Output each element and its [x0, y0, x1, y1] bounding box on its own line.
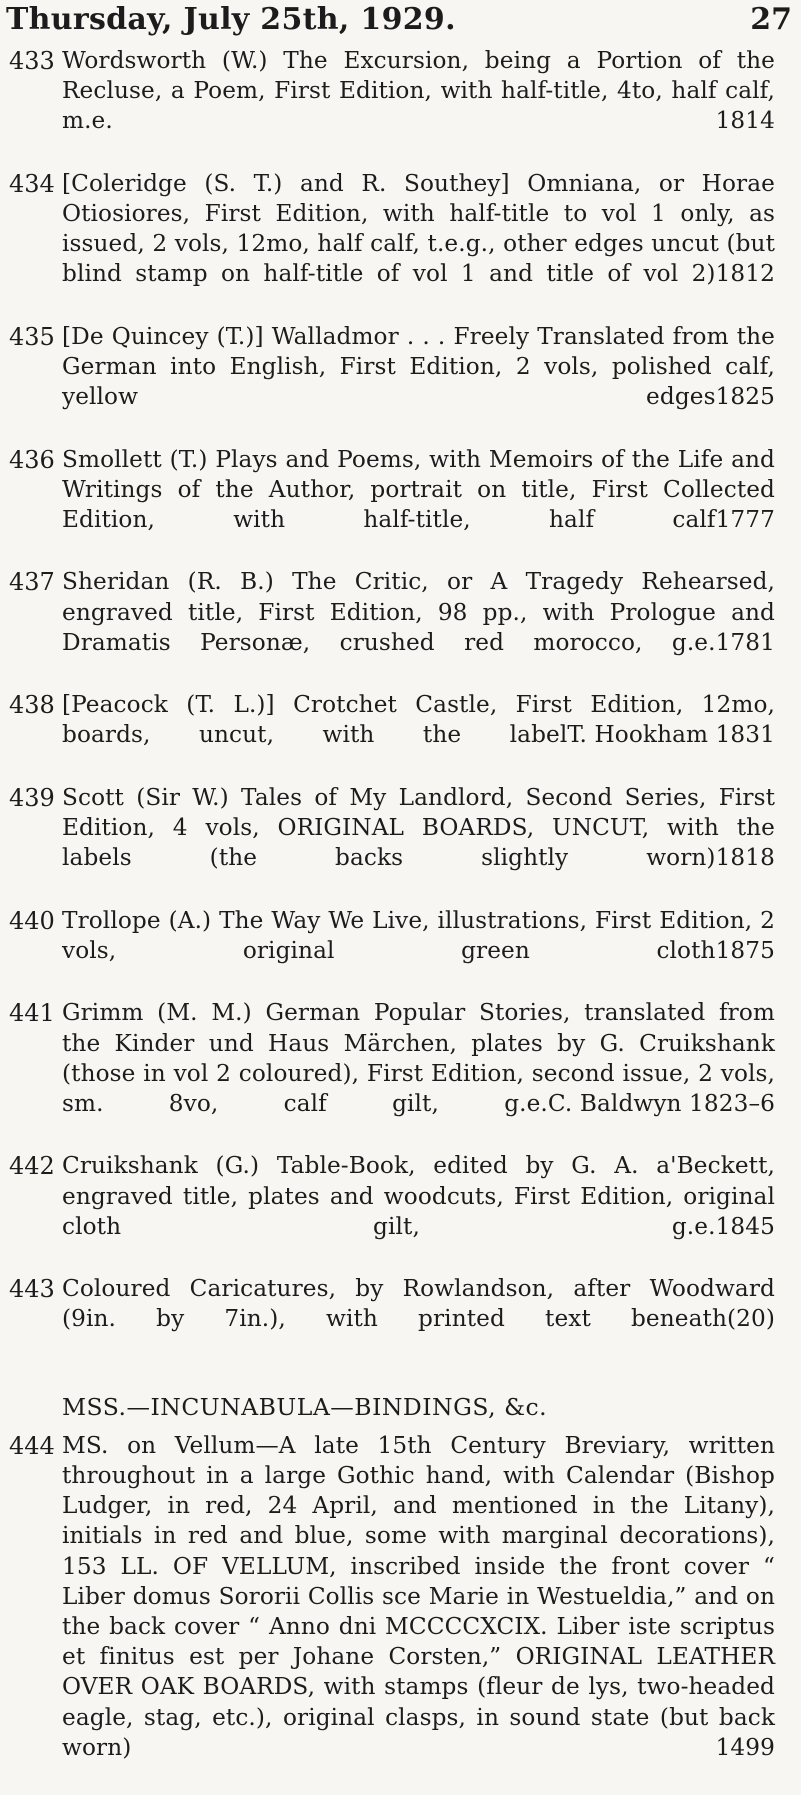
lot-number: 436 [9, 445, 55, 474]
lot-description [62, 906, 775, 997]
lot-description [62, 998, 775, 1149]
lot-date: (20) [727, 1305, 775, 1333]
lot-entry [0, 998, 801, 1149]
lot-number: 438 [9, 691, 55, 720]
lot-number: 440 [9, 906, 55, 935]
lot-text: MS. on Vellum—A late 15th Century Breviary, written throughout in a large Gothic hand, with Calendar (Bishop Ludger, in red, 24 April, and mentioned in the Litany), initials in red and blue, some with marginal decorations), 153 LL. OF VELLUM, inscribed inside the front cover “ Liber domus Sororii Collis sce Marie in Westueldia,” and on the back cover “ Anno dni MCCCCXCIX. Liber iste scriptus et finitus est per Johane Corsten,” ORIGINAL LEATHER OVER OAK BOARDS, with stamps (fleur de lys, two-headed eagle, stag, etc.), original clasps, in sound state (but back worn) [62, 1431, 775, 1761]
lot-description [62, 46, 775, 167]
lot-number: 442 [9, 1152, 55, 1181]
lot-entry [0, 1431, 801, 1793]
lot-date: C. Baldwyn 1823–6 [547, 1089, 775, 1117]
lot-entry [0, 46, 801, 167]
lot-number: 434 [9, 169, 55, 198]
page-header [6, 2, 792, 42]
lot-description [62, 322, 775, 443]
lot-number: 443 [9, 1275, 55, 1304]
lot-number: 444 [9, 1431, 55, 1460]
lot-date: 1825 [715, 383, 775, 411]
lot-text: Sheridan (R. B.) The Critic, or A Tragedy Rehearsed, engraved title, First Edition, 98 pp., with Prologue and Dramatis Personæ, crushed red morocco, g.e. [62, 568, 775, 656]
lot-entry [0, 1274, 801, 1365]
lot-date: 1499 [715, 1733, 775, 1761]
lot-number: 439 [9, 783, 55, 812]
lot-date: 1845 [715, 1212, 775, 1240]
lot-description [62, 445, 775, 566]
lot-text: Cruikshank (G.) Table-Book, edited by G. A. a'Beckett, engraved title, plates and woodcuts, First Edition, original cloth gilt, g.e. [62, 1152, 775, 1240]
lot-text: Smollett (T.) Plays and Poems, with Memoirs of the Life and Writings of the Author, portrait on title, First Collected Edition, with half-title, half calf [62, 445, 775, 534]
lot-entry [0, 445, 801, 566]
lot-text: Grimm (M. M.) German Popular Stories, translated from the Kinder und Haus Märchen, plates by G. Cruikshank (those in vol 2 coloured), First Edition, second issue, 2 vols, sm. 8vo, calf gilt, g.e. [62, 999, 775, 1117]
lot-description [62, 169, 775, 320]
lot-number: 433 [9, 47, 55, 75]
lot-entry [0, 906, 801, 997]
lot-list [0, 46, 801, 1795]
lot-text: Scott (Sir W.) Tales of My Landlord, Second Series, First Edition, 4 vols, ORIGINAL BOARDS, UNCUT, with the labels (the backs slightly worn) [62, 783, 775, 872]
lot-text: Trollope (A.) The Way We Live, illustrations, First Edition, 2 vols, original green cloth [62, 906, 775, 964]
lot-description [62, 567, 775, 688]
lot-date: 1777 [715, 506, 775, 534]
lot-date: 1781 [715, 628, 775, 656]
page-number: 27 [750, 2, 792, 37]
lot-entry [0, 783, 801, 904]
lot-entry [0, 690, 801, 781]
lot-text: Coloured Caricatures, by Rowlandson, after Woodward (9in. by 7in.), with printed text beneath [62, 1275, 775, 1333]
lot-text: [De Quincey (T.)] Walladmor . . . Freely Translated from the German into English, First Edition, 2 vols, polished calf, yellow edges [62, 322, 775, 411]
sale-date: Thursday, July 25th, 1929. [6, 2, 456, 37]
lot-text: [Coleridge (S. T.) and R. Southey] Omniana, or Horae Otiosiores, First Edition, with half-title to vol 1 only, as issued, 2 vols, 12mo, half calf, t.e.g., other edges uncut (but blind stamp on half-title of vol 1 and title of vol 2) [62, 169, 775, 288]
lot-description [62, 1431, 775, 1793]
lot-number: 441 [9, 999, 55, 1028]
lot-date: T. Hookham 1831 [567, 721, 775, 749]
lot-description [62, 1274, 775, 1365]
lot-date: 1875 [715, 936, 775, 964]
lot-entry [0, 322, 801, 443]
lot-text: [Peacock (T. L.)] Crotchet Castle, First Edition, 12mo, boards, uncut, with the label [62, 691, 775, 749]
lot-text: Wordsworth (W.) The Excursion, being a Portion of the Recluse, a Poem, First Edition, with half-title, 4to, half calf, m.e. [62, 47, 775, 135]
lot-description [62, 1151, 775, 1272]
lot-date: 1818 [715, 844, 775, 872]
lot-entry [0, 567, 801, 688]
lot-description [62, 783, 775, 904]
lot-entry [0, 1151, 801, 1272]
lot-number: 435 [9, 322, 55, 351]
lot-description [62, 690, 775, 781]
section-heading: MSS.—INCUNABULA—BINDINGS, &c. [62, 1392, 548, 1421]
lot-date: 1814 [715, 107, 775, 135]
lot-entry [0, 169, 801, 320]
lot-number: 437 [9, 568, 55, 597]
lot-date: 1812 [715, 260, 775, 288]
